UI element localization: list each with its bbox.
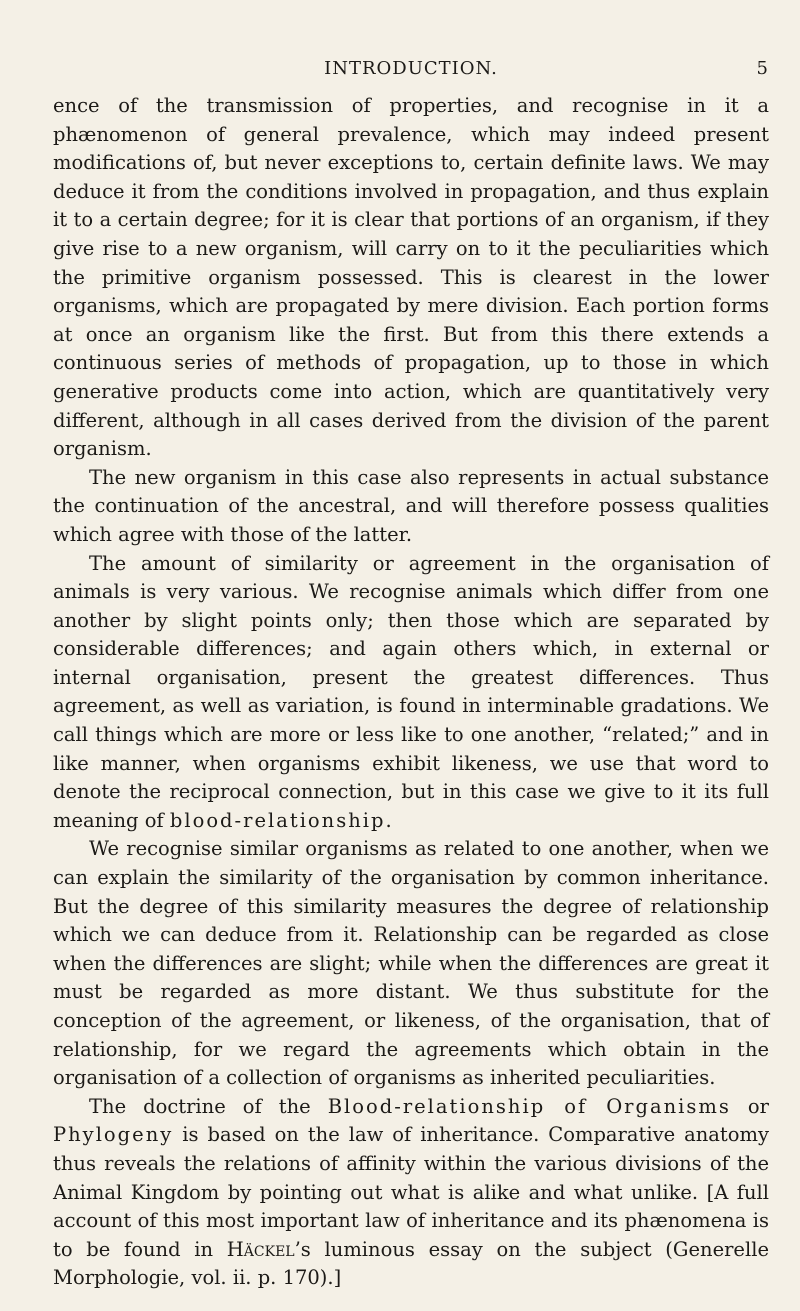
paragraph	[53, 835, 769, 1092]
emphasized-text: Blood-relationship of Organisms	[327, 1094, 731, 1118]
text-segment: The doctrine of the	[89, 1094, 328, 1118]
text-segment: We recognise similar organisms as related to one another, when we can explain the similarity of the organisation by common inheritance. But the degree of this similarity measures the degree of relationship which we can deduce from it. Relationship can be regarded as close when the differences are slight; while when the differences are great it must be regarded as more distant. We thus substitute for the conception of the agreement, or likeness, of the organisation, that of relationship, for we regard the agreements which obtain in the organisation of a collection of organisms as inherited peculiarities.	[53, 837, 769, 1090]
emphasized-text: Phylogeny	[53, 1123, 174, 1147]
paragraph	[53, 92, 769, 464]
running-head	[53, 58, 769, 92]
paragraph	[53, 550, 769, 836]
emphasized-text: blood-relationship	[169, 808, 386, 832]
book-page	[53, 58, 769, 1293]
body-text	[53, 92, 769, 1293]
paragraph	[53, 464, 769, 550]
paragraph	[53, 1093, 769, 1293]
page-number: 5	[756, 58, 769, 79]
running-head-title: INTRODUCTION.	[324, 58, 498, 79]
text-segment: is based on the law of inheritance. Comparative anatomy thus reveals the relations of affinity within the various divisions of the Animal Kingdom by pointing out what is alike and what unlike. [A full account of this most important law of inheritance and its phænomena is to be found in	[53, 1123, 769, 1261]
text-segment: The amount of similarity or agreement in the organisation of animals is very various. We recognise animals which differ from one another by slight points only; then those which are separated by considerable differences; and again others which, in external or internal organisation, present the greatest differences. Thus agreement, as well as variation, is found in interminable gradations. We call things which are more or less like to one another, “related;” and in like manner, when organisms exhibit likeness, we use that word to denote the reciprocal connection, but in this case we give to it its full meaning of	[53, 551, 769, 832]
text-segment: The new organism in this case also represents in actual substance the continuation of the ancestral, and will therefore possess qualities which agree with those of the latter.	[53, 465, 769, 546]
text-segment: .	[385, 808, 392, 832]
emphasized-text: Häckel	[226, 1237, 295, 1261]
text-segment: ence of the transmission of properties, and recognise in it a phænomenon of general prevalence, which may indeed present modifications of, but never exceptions to, certain definite laws. We may deduce it from the conditions involved in propagation, and thus explain it to a certain degree; for it is clear that portions of an organism, if they give rise to a new organism, will carry on to it the peculiarities which the primitive organism possessed. This is clearest in the lower organisms, which are propagated by mere division. Each portion forms at once an organism like the first. But from this there extends a continuous series of methods of propagation, up to those in which generative products come into action, which are quantitatively very different, although in all cases derived from the division of the parent organism.	[53, 94, 769, 461]
text-segment: ’s luminous essay on the subject (Generelle Morphologie, vol. ii. p. 170).]	[53, 1237, 769, 1290]
text-segment: or	[730, 1094, 769, 1118]
